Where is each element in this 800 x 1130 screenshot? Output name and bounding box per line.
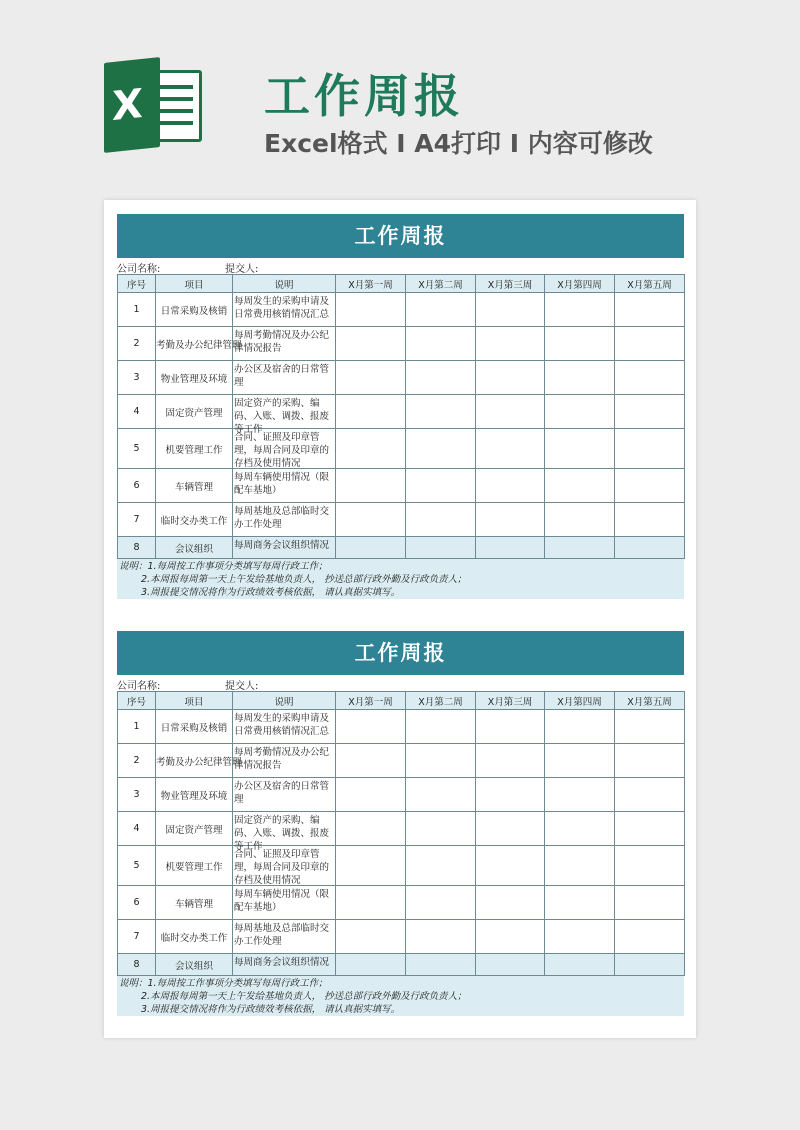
row-item: 会议组织 [156, 954, 233, 976]
week-cell[interactable] [545, 710, 615, 744]
column-header: 序号 [118, 692, 156, 710]
week-cell[interactable] [545, 812, 615, 846]
week-cell[interactable] [406, 429, 476, 469]
row-description: 办公区及宿舍的日常管理 [233, 778, 336, 812]
week-cell[interactable] [545, 744, 615, 778]
week-cell[interactable] [545, 361, 615, 395]
row-number: 3 [118, 361, 156, 395]
week-cell[interactable] [476, 395, 545, 429]
week-cell[interactable] [336, 812, 406, 846]
row-number: 7 [118, 920, 156, 954]
row-number: 5 [118, 846, 156, 886]
row-number: 2 [118, 327, 156, 361]
row-number: 8 [118, 537, 156, 559]
week-cell[interactable] [336, 778, 406, 812]
row-description: 每周发生的采购申请及日常费用核销情况汇总 [233, 710, 336, 744]
week-cell[interactable] [336, 429, 406, 469]
week-cell[interactable] [476, 812, 545, 846]
report-block [117, 214, 684, 599]
week-cell[interactable] [336, 503, 406, 537]
week-cell[interactable] [336, 469, 406, 503]
row-description: 每周考勤情况及办公纪律情况报告 [233, 744, 336, 778]
row-number: 4 [118, 812, 156, 846]
week-cell[interactable] [476, 537, 545, 559]
row-description: 每周基地及总部临时交办工作处理 [233, 920, 336, 954]
week-cell[interactable] [476, 846, 545, 886]
row-number: 1 [118, 710, 156, 744]
week-cell[interactable] [406, 327, 476, 361]
table-row [118, 395, 685, 429]
table-row [118, 361, 685, 395]
week-cell[interactable] [476, 778, 545, 812]
column-header: X月第三周 [476, 692, 545, 710]
report-title: 工作周报 [117, 214, 684, 258]
week-cell[interactable] [406, 537, 476, 559]
week-cell[interactable] [476, 503, 545, 537]
week-cell[interactable] [615, 744, 685, 778]
row-description: 每周商务会议组织情况 [233, 537, 336, 559]
week-cell[interactable] [545, 429, 615, 469]
row-item: 日常采购及核销 [156, 293, 233, 327]
column-header: 说明 [233, 692, 336, 710]
table-row [118, 954, 685, 976]
row-item: 临时交办类工作 [156, 503, 233, 537]
table-row [118, 886, 685, 920]
company-label: 公司名称: [117, 264, 161, 275]
report-title: 工作周报 [117, 631, 684, 675]
row-number: 7 [118, 503, 156, 537]
table-row [118, 846, 685, 886]
row-number: 6 [118, 469, 156, 503]
report-notes [117, 976, 684, 1016]
week-cell[interactable] [336, 920, 406, 954]
week-cell[interactable] [615, 503, 685, 537]
week-cell[interactable] [476, 327, 545, 361]
week-cell[interactable] [406, 812, 476, 846]
row-item: 考勤及办公纪律管理 [156, 744, 233, 778]
week-cell[interactable] [336, 886, 406, 920]
submitter-label: 提交人: [225, 681, 259, 692]
row-item: 考勤及办公纪律管理 [156, 327, 233, 361]
row-description: 固定资产的采购、编码、入账、调拨、报废等工作 [233, 395, 336, 429]
week-cell[interactable] [406, 503, 476, 537]
week-cell[interactable] [545, 293, 615, 327]
row-description: 合同、证照及印章管理，每周合同及印章的存档及使用情况 [233, 846, 336, 886]
week-cell[interactable] [545, 886, 615, 920]
row-item: 会议组织 [156, 537, 233, 559]
note-line: 2.本周报每周第一天上午发给基地负责人， 抄送总部行政外勤及行政负责人； [141, 991, 467, 1002]
row-description: 每周发生的采购申请及日常费用核销情况汇总 [233, 293, 336, 327]
row-description: 合同、证照及印章管理，每周合同及印章的存档及使用情况 [233, 429, 336, 469]
column-header: X月第二周 [406, 692, 476, 710]
week-cell[interactable] [336, 327, 406, 361]
week-cell[interactable] [336, 710, 406, 744]
week-cell[interactable] [545, 327, 615, 361]
week-cell[interactable] [615, 327, 685, 361]
page-subtitle: Excel格式 I A4打印 I 内容可修改 [264, 129, 653, 158]
row-description: 固定资产的采购、编码、入账、调拨、报废等工作 [233, 812, 336, 846]
row-item: 日常采购及核销 [156, 710, 233, 744]
row-description: 办公区及宿舍的日常管理 [233, 361, 336, 395]
week-cell[interactable] [615, 395, 685, 429]
week-cell[interactable] [615, 886, 685, 920]
week-cell[interactable] [406, 846, 476, 886]
logo-letter: X [112, 80, 143, 131]
week-cell[interactable] [476, 469, 545, 503]
row-number: 3 [118, 778, 156, 812]
excel-logo-icon [104, 60, 202, 150]
note-line: 3.周报提交情况将作为行政绩效考核依据， 请认真据实填写。 [141, 1004, 401, 1015]
table-row [118, 503, 685, 537]
week-cell[interactable] [615, 812, 685, 846]
week-cell[interactable] [476, 293, 545, 327]
column-header: X月第二周 [406, 275, 476, 293]
week-cell[interactable] [336, 361, 406, 395]
week-cell[interactable] [545, 846, 615, 886]
note-line: 说明：1.每周按工作事项分类填写每周行政工作； [119, 978, 328, 989]
week-cell[interactable] [545, 395, 615, 429]
week-cell[interactable] [615, 293, 685, 327]
row-item: 物业管理及环境 [156, 778, 233, 812]
row-number: 6 [118, 886, 156, 920]
row-number: 8 [118, 954, 156, 976]
week-cell[interactable] [406, 469, 476, 503]
week-cell[interactable] [615, 954, 685, 976]
week-cell[interactable] [336, 846, 406, 886]
week-cell[interactable] [336, 293, 406, 327]
row-item: 固定资产管理 [156, 812, 233, 846]
column-header: 项目 [156, 275, 233, 293]
note-line: 2.本周报每周第一天上午发给基地负责人， 抄送总部行政外勤及行政负责人； [141, 574, 467, 585]
row-item: 物业管理及环境 [156, 361, 233, 395]
table-row [118, 537, 685, 559]
table-row [118, 812, 685, 846]
week-cell[interactable] [406, 920, 476, 954]
week-cell[interactable] [615, 361, 685, 395]
week-cell[interactable] [406, 778, 476, 812]
report-table [117, 274, 685, 559]
row-description: 每周车辆使用情况（限配车基地） [233, 469, 336, 503]
column-header: X月第五周 [615, 692, 685, 710]
column-header: 项目 [156, 692, 233, 710]
week-cell[interactable] [615, 710, 685, 744]
week-cell[interactable] [476, 886, 545, 920]
company-label: 公司名称: [117, 681, 161, 692]
week-cell[interactable] [336, 954, 406, 976]
column-header: X月第五周 [615, 275, 685, 293]
week-cell[interactable] [406, 710, 476, 744]
week-cell[interactable] [476, 954, 545, 976]
row-description: 每周车辆使用情况（限配车基地） [233, 886, 336, 920]
week-cell[interactable] [615, 429, 685, 469]
table-row [118, 710, 685, 744]
week-cell[interactable] [615, 537, 685, 559]
table-row [118, 744, 685, 778]
page-title: 工作周报 [264, 69, 464, 123]
week-cell[interactable] [406, 293, 476, 327]
week-cell[interactable] [615, 846, 685, 886]
week-cell[interactable] [545, 778, 615, 812]
week-cell[interactable] [615, 469, 685, 503]
row-number: 2 [118, 744, 156, 778]
row-item: 机要管理工作 [156, 846, 233, 886]
report-meta [117, 258, 684, 274]
report-meta [117, 675, 684, 691]
table-row [118, 327, 685, 361]
table-row [118, 920, 685, 954]
row-number: 4 [118, 395, 156, 429]
week-cell[interactable] [615, 920, 685, 954]
row-item: 车辆管理 [156, 469, 233, 503]
table-row [118, 469, 685, 503]
week-cell[interactable] [406, 361, 476, 395]
week-cell[interactable] [545, 920, 615, 954]
week-cell[interactable] [476, 920, 545, 954]
week-cell[interactable] [406, 744, 476, 778]
week-cell[interactable] [336, 744, 406, 778]
column-header: X月第四周 [545, 692, 615, 710]
report-block [117, 631, 684, 1016]
column-header: 说明 [233, 275, 336, 293]
report-table [117, 691, 685, 976]
week-cell[interactable] [406, 886, 476, 920]
week-cell[interactable] [476, 429, 545, 469]
row-number: 1 [118, 293, 156, 327]
week-cell[interactable] [615, 778, 685, 812]
logo-front [104, 57, 160, 153]
row-description: 每周商务会议组织情况 [233, 954, 336, 976]
report-notes [117, 559, 684, 599]
row-description: 每周基地及总部临时交办工作处理 [233, 503, 336, 537]
table-row [118, 429, 685, 469]
week-cell[interactable] [336, 537, 406, 559]
table-header-row [118, 692, 685, 710]
week-cell[interactable] [336, 395, 406, 429]
table-row [118, 778, 685, 812]
week-cell[interactable] [476, 744, 545, 778]
document-sheet [104, 200, 696, 1038]
week-cell[interactable] [476, 710, 545, 744]
row-item: 车辆管理 [156, 886, 233, 920]
week-cell[interactable] [406, 395, 476, 429]
column-header: X月第一周 [336, 692, 406, 710]
column-header: 序号 [118, 275, 156, 293]
submitter-label: 提交人: [225, 264, 259, 275]
note-line: 说明：1.每周按工作事项分类填写每周行政工作； [119, 561, 328, 572]
week-cell[interactable] [545, 503, 615, 537]
column-header: X月第三周 [476, 275, 545, 293]
column-header: X月第一周 [336, 275, 406, 293]
note-line: 3.周报提交情况将作为行政绩效考核依据， 请认真据实填写。 [141, 587, 401, 598]
row-item: 固定资产管理 [156, 395, 233, 429]
table-row [118, 293, 685, 327]
week-cell[interactable] [545, 469, 615, 503]
row-item: 临时交办类工作 [156, 920, 233, 954]
week-cell[interactable] [545, 537, 615, 559]
table-header-row [118, 275, 685, 293]
week-cell[interactable] [476, 361, 545, 395]
week-cell[interactable] [406, 954, 476, 976]
row-description: 每周考勤情况及办公纪律情况报告 [233, 327, 336, 361]
week-cell[interactable] [545, 954, 615, 976]
row-item: 机要管理工作 [156, 429, 233, 469]
column-header: X月第四周 [545, 275, 615, 293]
row-number: 5 [118, 429, 156, 469]
